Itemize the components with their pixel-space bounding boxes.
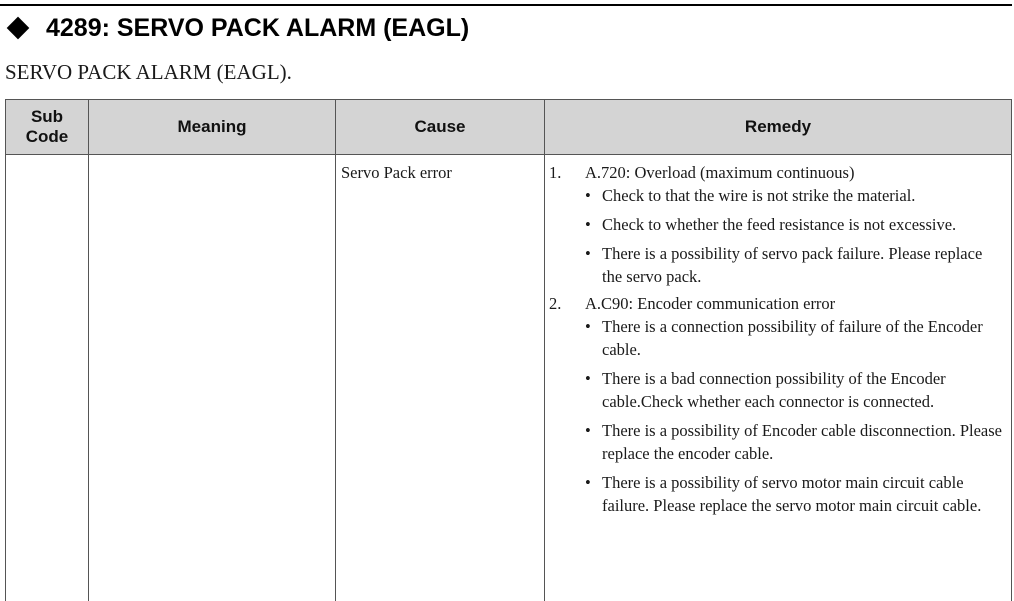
bullet-dot-icon: • [585,213,602,236]
table-row [6,155,1012,601]
alarm-table [5,99,1012,601]
page-title: 4289: SERVO PACK ALARM (EAGL) [46,14,469,43]
page-heading [6,10,469,46]
bullet-dot-icon: • [585,184,602,207]
header-remedy: Remedy [545,100,1012,155]
remedy-bullet [585,471,1003,517]
cell-remedy [545,155,1012,601]
remedy-item [549,292,1003,517]
cause-text: Servo Pack error [336,155,544,184]
header-cause: Cause [336,100,545,155]
bullet-dot-icon: • [585,242,602,288]
remedy-bullet-text: There is a connection possibility of failure of the Encoder cable. [602,315,1003,361]
bullet-dot-icon: • [585,471,602,517]
remedy-bullet [585,419,1003,465]
cell-meaning [89,155,336,601]
remedy-bullet-text: There is a possibility of Encoder cable disconnection. Please replace the encoder cable. [602,419,1003,465]
top-rule [0,4,1012,6]
bullet-dot-icon: • [585,367,602,413]
remedy-item-number: 2. [549,292,585,517]
remedy-bullet [585,213,1003,236]
header-sub-code-label: Sub Code [25,107,69,147]
cell-cause [336,155,545,601]
remedy-bullet-text: Check to that the wire is not strike the material. [602,184,1003,207]
remedy-item-title: A.720: Overload (maximum continuous) [585,161,1003,184]
remedy-bullet-text: There is a possibility of servo motor main circuit cable failure. Please replace the servo motor main circuit cable. [602,471,1003,517]
bullet-dot-icon: • [585,315,602,361]
table-header-row [6,100,1012,155]
remedy-bullet [585,242,1003,288]
header-meaning: Meaning [89,100,336,155]
remedy-item [549,161,1003,288]
cell-sub-code [6,155,89,601]
remedy-bullet [585,184,1003,207]
remedy-bullet-text: There is a possibility of servo pack failure. Please replace the servo pack. [602,242,1003,288]
remedy-bullet [585,367,1003,413]
alarm-description: SERVO PACK ALARM (EAGL). [5,58,292,86]
remedy-bullet-text: There is a bad connection possibility of the Encoder cable.Check whether each connector is connected. [602,367,1003,413]
diamond-bullet-icon [7,17,30,40]
bullet-dot-icon: • [585,419,602,465]
remedy-item-number: 1. [549,161,585,288]
remedy-bullet [585,315,1003,361]
remedy-item-title: A.C90: Encoder communication error [585,292,1003,315]
remedy-list [545,155,1011,517]
remedy-bullet-text: Check to whether the feed resistance is not excessive. [602,213,1003,236]
header-sub-code [6,100,89,155]
